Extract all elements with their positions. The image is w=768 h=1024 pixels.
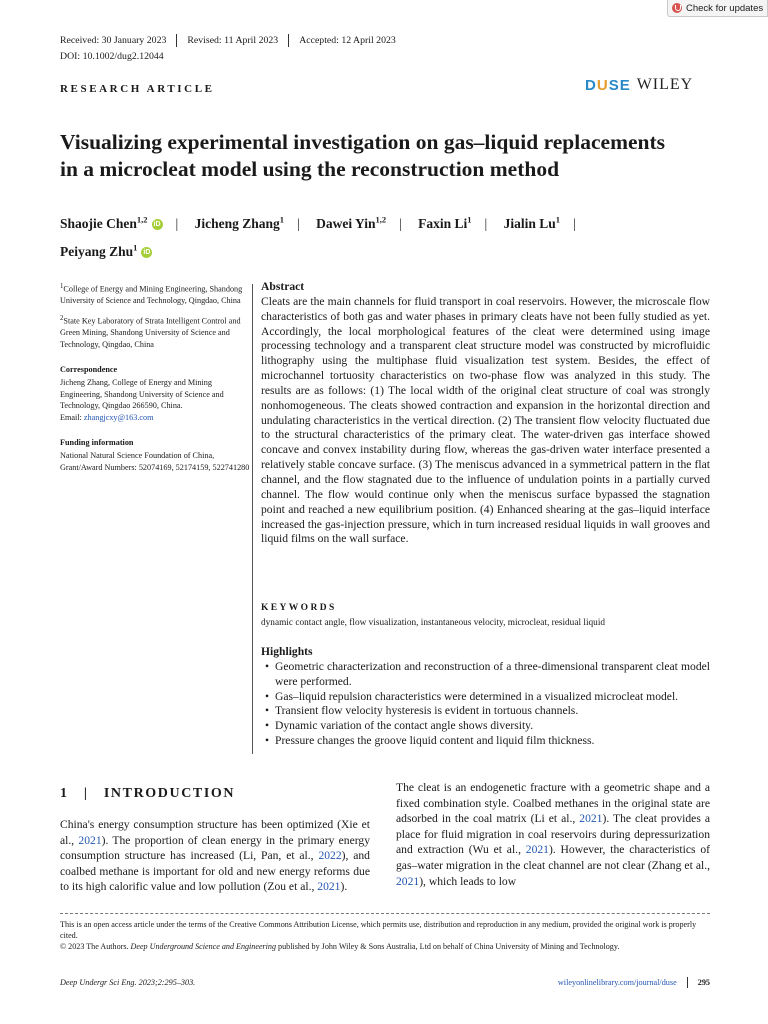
highlight-item: • Transient flow velocity hysteresis is evident in tortuous channels. [261, 704, 710, 719]
highlight-item: • Pressure changes the groove liquid content and liquid film thickness. [261, 734, 710, 749]
funding-heading: Funding information [60, 438, 134, 448]
journal-citation: Deep Undergr Sci Eng. 2023;2:295–303. [60, 978, 196, 987]
affiliations-sidebar [60, 281, 250, 479]
intro-column-left: China's energy consumption structure has been optimized (Xie et al., 2021). The proportion of clean energy in the primary energy consumption structure has increased (Li, Pan, et al., 2022), and coalbed methane is important for old and new energy reforms due to its high calorific value and low pollution (Zou et al., 2021). [60, 818, 370, 894]
wiley-logo: WILEY [636, 76, 694, 93]
article-type: RESEARCH ARTICLE [60, 83, 215, 95]
author[interactable]: Peiyang Zhu$^1$iD [60, 242, 151, 259]
page-footer [60, 977, 710, 988]
publisher-logo [585, 76, 693, 94]
author-list: Shaojie Chen$^{1,2}$iD | Jicheng Zhang$^1$ | Dawei Yin$^{1,2}$ | Faxin Li$^1$ | Jialin Lu$^1$ | Peiyang Zhu$^1$iD [60, 214, 576, 259]
citation-link[interactable]: 2022 [318, 849, 342, 863]
article-dates [60, 34, 396, 47]
orcid-icon[interactable]: iD [153, 220, 161, 228]
section-heading: 1 | INTRODUCTION [60, 786, 236, 801]
accepted-date: Accepted: 12 April 2023 [299, 35, 396, 46]
license-notice: This is an open access article under the terms of the Creative Commons Attribution License, which permits use, distribution and reproduction in any medium, provided the original work is properly cited. © 2023 The Authors. Deep Underground Science and Engineering published by John Wiley & Sons Australia, Ltd on behalf of China University of Mining and Technology. [60, 920, 697, 951]
author[interactable]: Shaojie Chen$^{1,2}$iD [60, 214, 161, 231]
highlight-item: • Dynamic variation of the contact angle shows diversity. [261, 719, 710, 734]
highlights-heading: Highlights [261, 645, 313, 658]
affiliation: $^2$State Key Laboratory of Strata Intelligent Control and Green Mining, Shandong University of Science and Technology, Qingdao, China [60, 314, 241, 349]
revised-date: Revised: 11 April 2023 [187, 35, 279, 46]
duse-logo-icon: DUSE [585, 76, 631, 94]
affiliation: $^1$College of Energy and Mining Engineering, Shandong University of Science and Technology, Qingdao, China [60, 283, 243, 306]
citation-link[interactable]: 2021 [317, 880, 341, 894]
crossmark-icon [672, 3, 682, 13]
footnote-divider [60, 913, 710, 914]
doi[interactable]: DOI: 10.1002/dug2.12044 [60, 51, 164, 62]
highlights [261, 645, 710, 749]
author[interactable]: Dawei Yin$^{1,2}$ [316, 214, 387, 231]
citation-link[interactable]: 2021 [78, 833, 102, 847]
title-line: in a microcleat model using the reconstruction method [60, 157, 560, 181]
highlight-item: • Gas–liquid repulsion characteristics were determined in a visualized microcleat model. [261, 690, 710, 705]
journal-url-link[interactable]: wileyonlinelibrary.com/journal/duse [557, 978, 677, 987]
orcid-icon[interactable]: iD [143, 249, 151, 257]
keywords-heading: KEYWORDS [261, 603, 337, 613]
received-date: Received: 30 January 2023 [60, 35, 167, 46]
highlight-item: • Geometric characterization and reconstruction of a three-dimensional transparent cleat model were performed. [261, 660, 710, 690]
intro-column-right: The cleat is an endogenetic fracture with a geometric shape and a fixed combination style. Coalbed methanes in the original state are adsorbed in the coal matrix (Li et al., 2021). The cleat provides a place for fluid migration in coal reservoirs during depressurization and extraction (Wu et al., 2021). However, the characteristics of gas–water migration in the cleat channel are not clear (Zhang et al., 2021), which leads to low [396, 781, 710, 888]
date-separator [176, 34, 177, 47]
funding-text: National Natural Science Foundation of China, Grant/Award Numbers: 52074169, 52174159, 522741280 [60, 451, 250, 472]
abstract-heading: Abstract [261, 280, 305, 293]
sidebar-divider [252, 284, 253, 754]
citation-link[interactable]: 2021 [525, 843, 549, 857]
check-for-updates-badge[interactable] [667, 0, 768, 17]
citation-link[interactable]: 2021 [579, 812, 603, 826]
page-number: 295 [697, 978, 710, 987]
author[interactable]: Faxin Li$^1$ [418, 214, 472, 231]
title-line: Visualizing experimental investigation on gas–liquid replacements [60, 130, 666, 154]
citation-link[interactable]: 2021 [396, 874, 420, 888]
date-separator [288, 34, 289, 47]
author[interactable]: Jialin Lu$^1$ [503, 214, 561, 231]
keywords-text: dynamic contact angle, flow visualization, instantaneous velocity, microcleat, residual liquid [261, 618, 606, 628]
check-for-updates-label: Check for updates [686, 2, 764, 14]
correspondence-text: Jicheng Zhang, College of Energy and Mining Engineering, Shandong University of Science and Technology, Qingdao 266590, China. Email: zhangjcxy@163.com [60, 378, 224, 422]
article-title [60, 129, 710, 183]
abstract-text: Cleats are the main channels for fluid transport in coal reservoirs. However, the microscale flow characteristics of both gas and water phases in primary cleats have not been fully studied as yet. Accordingly, the local morphological features of the cleat were determined using image processing technology and a transparent cleat structure model was constructed by microfluidic lithography using the multiphase fluid visualization test system. Besides, the effect of microchannel tortuosity characteristics on two-phase flow was analyzed in this study. The results are as follows: (1) The local width of the original cleat structure of coal was strongly nonhomogeneous. The cleats showed contraction and expansion in the horizontal direction and undulating characteristics in the vertical direction. (2) The transient flow velocity fluctuated due to the structural characteristics of the primary cleat. The water-driven gas interface showed concave and convex instability during flow, whereas the gas-driven water interface presented a relatively stable concave surface. (3) The meniscus advanced in a symmetrical pattern in the flat channel, and the flow stagnated due to the influence of undulation points in a partially curved channel. The flow would continue only when the meniscus surface bypassed the stagnation point and reached a new equilibrium position. (4) Enhanced shearing at the gas–liquid interface increased the gas-injection pressure, which in turn increased residual liquids in wall grooves and liquid films on the wall surface. [261, 294, 710, 546]
correspondence-heading: Correspondence [60, 365, 118, 375]
author[interactable]: Jicheng Zhang$^1$ [194, 214, 284, 231]
abstract [261, 280, 710, 547]
email-link[interactable]: zhangjcxy@163.com [83, 412, 154, 422]
footer-separator [687, 977, 688, 988]
